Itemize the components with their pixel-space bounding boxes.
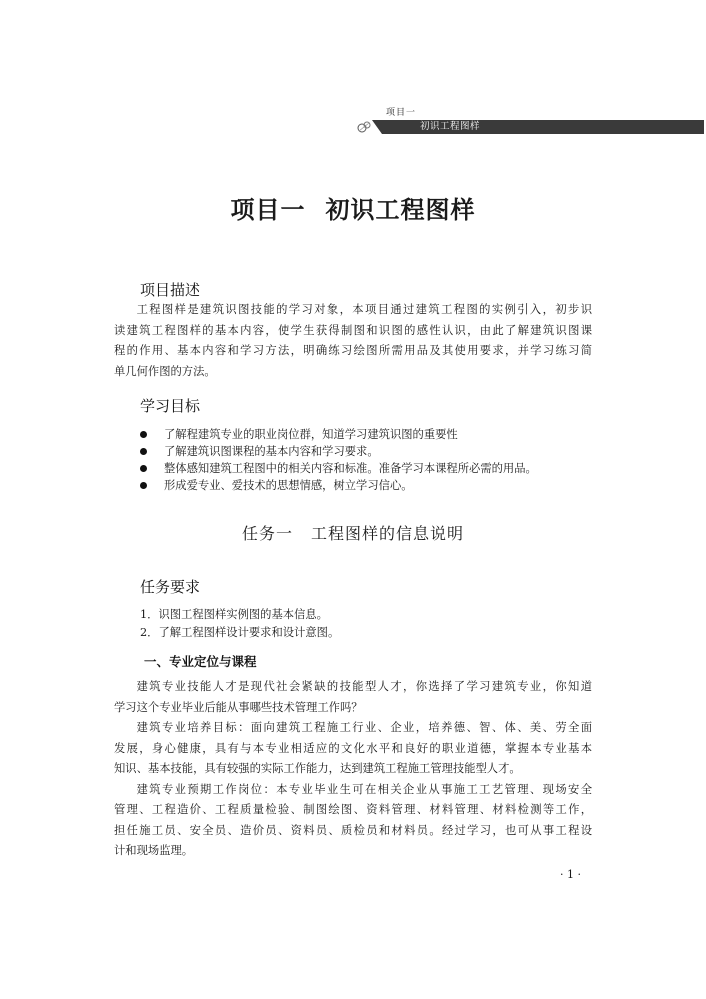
page-number: · 1 · (560, 868, 581, 881)
running-header-project: 项目一 (386, 108, 417, 118)
section-heading: 一、专业定位与课程 (144, 654, 257, 669)
goal-text: 形成爱专业、爱技术的思想情感，树立学习信心。 (164, 479, 413, 492)
desc-line: 读建筑工程图样的基本内容，使学生获得制图和识图的感性认识，由此了解建筑识图课 (114, 323, 592, 337)
list-item (138, 460, 598, 477)
bullet-icon (140, 482, 147, 489)
bullet-icon (140, 448, 147, 455)
list-item (138, 426, 598, 443)
task-number: 任务一 (241, 524, 293, 543)
bullet-icon (140, 431, 147, 438)
goal-text: 了解建筑识图课程的基本内容和学习要求。 (164, 445, 379, 458)
desc-line: 单几何作图的方法。 (114, 364, 216, 378)
page-title (0, 190, 706, 225)
desc-line: 程的作用、基本内容和学习方法，明确练习绘图所需用品及其使用要求，并学习练习简 (114, 344, 592, 357)
task-requirements-heading: 任务要求 (140, 578, 201, 596)
list-item (138, 443, 598, 460)
bullet-icon (140, 465, 147, 472)
body-line: 学习这个专业毕业后能从事哪些技术管理工作吗？ (114, 700, 363, 714)
body-line: 建筑专业技能人才是现代社会紧缺的技能型人才，你选择了学习建筑专业，你知道 (136, 680, 592, 693)
body-line: 担任施工员、安全员、造价员、资料员、质检员和材料员。经过学习，也可从事工程设 (114, 823, 592, 837)
list-item (138, 477, 598, 494)
body-line: 计和现场监理。 (114, 844, 194, 857)
task-title (0, 521, 706, 544)
goal-text: 了解程建筑专业的职业岗位群，知道学习建筑识图的重要性 (164, 428, 458, 441)
task-name: 工程图样的信息说明 (311, 524, 465, 543)
list-item: 2．了解工程图样设计要求和设计意图。 (140, 626, 340, 639)
title-project-name: 初识工程图样 (325, 195, 476, 224)
learning-goals-list (138, 426, 598, 494)
project-description-heading: 项目描述 (140, 281, 201, 299)
ornament-icon (356, 119, 372, 135)
body-line: 发展，身心健康，具有与本专业相适应的文化水平和良好的职业道德，掌握本专业基本 (114, 741, 592, 755)
body-line: 管理、工程造价、工程质量检验、制图绘图、资料管理、材料管理、材料检测等工作， (114, 803, 592, 816)
goal-text: 整体感知建筑工程图中的相关内容和标准。准备学习本课程所必需的用品。 (164, 462, 537, 475)
body-line: 建筑专业培养目标：面向建筑工程施工行业、企业，培养德、智、体、美、劳全面 (136, 721, 592, 734)
body-line: 知识、基本技能，具有较强的实际工作能力，达到建筑工程施工管理技能型人才。 (114, 762, 521, 775)
task-requirements-list (140, 606, 339, 642)
project-description-text (114, 300, 592, 382)
section-body (114, 677, 592, 862)
running-header-title: 初识工程图样 (420, 121, 481, 132)
body-line: 建筑专业预期工作岗位：本专业毕业生可在相关企业从事施工工艺管理、现场安全 (136, 782, 592, 796)
desc-line: 工程图样是建筑识图技能的学习对象，本项目通过建筑工程图的实例引入，初步识 (136, 303, 592, 316)
list-item: 1．识图工程图样实例图的基本信息。 (140, 608, 328, 621)
title-project-number: 项目一 (230, 195, 306, 224)
learning-goals-heading: 学习目标 (140, 397, 201, 415)
